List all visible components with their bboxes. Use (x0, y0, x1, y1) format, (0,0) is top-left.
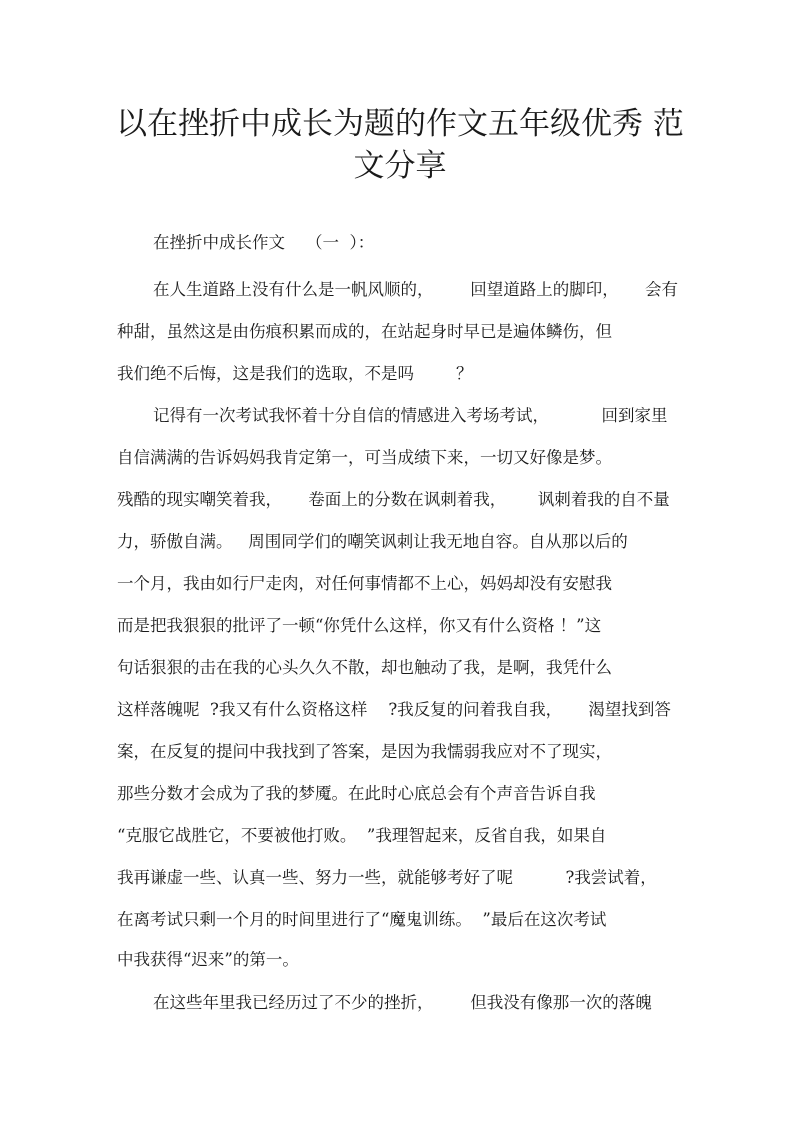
paragraph-line: 一个月，我由如行尸走肉，对任何事情都不上心，妈妈却没有安慰我 (117, 574, 612, 593)
paragraph-line: 句话狠狠的击在我的心头久久不散，却也触动了我，是啊，我凭什么 (117, 658, 612, 677)
paragraph-line: 在人生道路上没有什么是一帆风顺的， 回望道路上的脚印， 会有 (153, 280, 678, 299)
paragraph-line: 而是把我狠狠的批评了一顿“你凭什么这样，你又有什么资格 ！”这 (117, 616, 602, 635)
paragraph-line: 自信满满的告诉妈妈我肯定第一，可当成绩下来，一切又好像是梦。 (117, 448, 612, 467)
paragraph-line: 在离考试只剩一个月的时间里进行了“魔鬼训练。 ”最后在这次考试 (117, 910, 607, 929)
document-title-line-1: 以在挫折中成长为题的作文五年级优秀 范 (116, 106, 684, 142)
paragraph-line: 记得有一次考试我怀着十分自信的情感进入考场考试， 回到家里 (153, 406, 668, 425)
paragraph-line: “克服它战胜它，不要被他打败。 ”我理智起来，反省自我，如果自 (117, 826, 607, 845)
paragraph-line: 案，在反复的提问中我找到了答案，是因为我懦弱我应对不了现实， (117, 742, 612, 761)
paragraph-line: 中我获得“迟来”的第一。 (117, 950, 299, 969)
document-title-line-2: 文分享 (353, 148, 447, 184)
paragraph-line: 这样落魄呢 ?我又有什么资格这样 ?我反复的问着我自我， 渴望找到答 (117, 700, 671, 719)
paragraph-line: 我们绝不后悔，这是我们的选取，不是吗 ？ (117, 364, 473, 383)
paragraph-line: 种甜，虽然这是由伤痕积累而成的，在站起身时早已是遍体鳞伤，但 (117, 322, 612, 341)
paragraph-line: 力，骄傲自满。 周围同学们的嘲笑讽刺让我无地自容。自从那以后的 (117, 532, 628, 551)
section-heading: 在挫折中成长作文 （一 ）： (153, 233, 375, 252)
paragraph-line: 残酷的现实嘲笑着我， 卷面上的分数在讽刺着我， 讽刺着我的自不量 (117, 490, 670, 509)
paragraph-line: 那些分数才会成为了我的梦魇。在此时心底总会有个声音告诉自我 (117, 784, 596, 803)
paragraph-line: 在这些年里我已经历过了不少的挫折， 但我没有像那一次的落魄 (153, 993, 652, 1012)
paragraph-line: 我再谦虚一些、认真一些、努力一些，就能够考好了呢 ?我尝试着， (117, 868, 657, 887)
